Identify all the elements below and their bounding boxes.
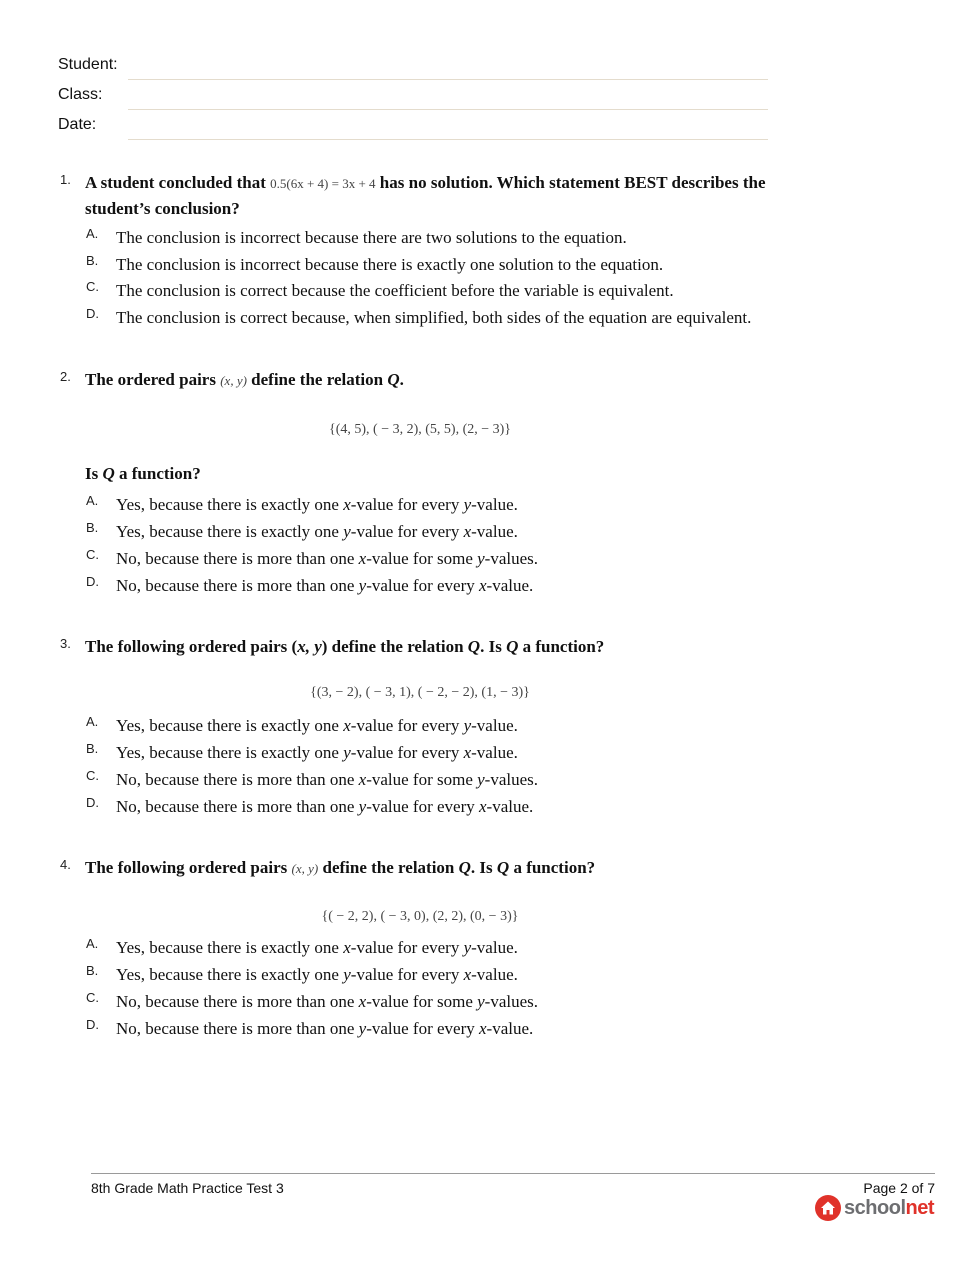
question-stem: [85, 367, 775, 393]
stem-text: .: [399, 370, 404, 389]
option-letter: C.: [86, 547, 99, 562]
option-letter: B.: [86, 253, 99, 268]
option-letter: B.: [86, 520, 99, 535]
test-title: 8th Grade Math Practice Test 3: [91, 1180, 284, 1196]
question-stem: [85, 855, 775, 881]
option-text: Yes, because there is exactly one y-value for every x-value.: [116, 522, 518, 541]
brand-part-net: net: [905, 1196, 934, 1219]
option-text: The conclusion is correct because, when simplified, both sides of the equation are equivalent.: [116, 308, 752, 327]
option-letter: C.: [86, 768, 99, 783]
stem-text: has no solution. Which statement BEST describes the student’s conclusion?: [85, 173, 766, 218]
option-text: No, because there is more than one x-value for some y-values.: [116, 770, 539, 789]
stem-text: The ordered pairs: [85, 370, 216, 389]
stem-text: Is: [85, 464, 99, 483]
equation: 0.5(6x + 4) = 3x + 4: [270, 176, 376, 191]
option-text: Yes, because there is exactly one y-value for every x-value.: [116, 743, 518, 762]
option-text: The conclusion is incorrect because there is exactly one solution to the equation.: [116, 255, 664, 274]
option-letter: A.: [86, 493, 99, 508]
option-letter: D.: [86, 1017, 99, 1032]
option-text: No, because there is more than one x-value for some y-values.: [116, 992, 539, 1011]
stem-text: The following ordered pairs (: [85, 637, 298, 656]
option-text: No, because there is more than one y-value for every x-value.: [116, 1019, 534, 1038]
stem-text: . Is: [480, 637, 502, 656]
stem-text: ) define the relation: [321, 637, 464, 656]
option-letter: A.: [86, 936, 99, 951]
brand-name: [844, 1197, 934, 1220]
stem-text: a function?: [522, 637, 605, 656]
sub-question: [85, 461, 775, 486]
page-number: Page 2 of 7: [863, 1180, 935, 1196]
question-stem: [85, 170, 775, 221]
date-line[interactable]: [128, 139, 768, 140]
ordered-pairs-set: {(4, 5), ( − 3, 2), (5, 5), (2, − 3)}: [328, 422, 512, 437]
option-text: No, because there is more than one y-value for every x-value.: [116, 576, 534, 595]
ordered-pairs-set: {(3, − 2), ( − 3, 1), ( − 2, − 2), (1, − 3)}: [310, 685, 530, 700]
question-number: 1.: [60, 172, 71, 187]
option-text: The conclusion is correct because the coefficient before the variable is equivalent.: [116, 281, 674, 300]
option-text: Yes, because there is exactly one x-value for every y-value.: [116, 716, 518, 735]
option-letter: B.: [86, 741, 99, 756]
option-text: No, because there is more than one y-value for every x-value.: [116, 797, 534, 816]
stem-text: A student concluded that: [85, 173, 266, 192]
stem-text: define the relation: [251, 370, 384, 389]
class-line[interactable]: [128, 109, 768, 110]
ordered-pair-notation: x, y: [297, 637, 322, 656]
stem-text: define the relation: [322, 858, 455, 877]
relation-variable: Q: [506, 637, 519, 656]
option-text: No, because there is more than one x-value for some y-values.: [116, 549, 539, 568]
relation-variable: Q: [467, 637, 481, 656]
stem-text: . Is: [470, 858, 493, 877]
question-stem: [85, 634, 775, 659]
option-text: Yes, because there is exactly one x-value for every y-value.: [116, 495, 518, 514]
option-letter: D.: [86, 306, 99, 321]
student-label: Student:: [58, 56, 118, 73]
stem-text: a function?: [513, 858, 596, 877]
house-icon: [815, 1195, 841, 1221]
question-number: 2.: [60, 369, 71, 384]
ordered-pairs-set: {( − 2, 2), ( − 3, 0), (2, 2), (0, − 3)}: [321, 909, 519, 924]
relation-variable: Q: [496, 858, 510, 877]
question-number: 4.: [60, 857, 71, 872]
option-letter: D.: [86, 795, 99, 810]
option-text: Yes, because there is exactly one x-value for every y-value.: [116, 938, 518, 957]
date-label: Date:: [58, 116, 97, 133]
question-number: 3.: [60, 636, 71, 651]
stem-text: a function?: [119, 464, 201, 483]
option-letter: D.: [86, 574, 99, 589]
schoolnet-logo: [815, 1195, 934, 1221]
option-letter: A.: [86, 714, 99, 729]
ordered-pair-notation: (x, y): [220, 373, 247, 388]
option-text: The conclusion is incorrect because there are two solutions to the equation.: [116, 228, 627, 247]
option-letter: A.: [86, 226, 99, 241]
relation-variable: Q: [387, 370, 400, 389]
footer-divider: [91, 1173, 935, 1174]
ordered-pair-notation: (x, y): [291, 861, 319, 876]
stem-text: The following ordered pairs: [85, 858, 288, 877]
option-letter: B.: [86, 963, 99, 978]
option-text: Yes, because there is exactly one y-value for every x-value.: [116, 965, 518, 984]
option-letter: C.: [86, 990, 99, 1005]
class-label: Class:: [58, 86, 103, 103]
relation-variable: Q: [102, 464, 115, 483]
relation-variable: Q: [458, 858, 471, 877]
brand-part-school: school: [844, 1196, 906, 1219]
option-letter: C.: [86, 279, 99, 294]
student-line[interactable]: [128, 79, 768, 80]
